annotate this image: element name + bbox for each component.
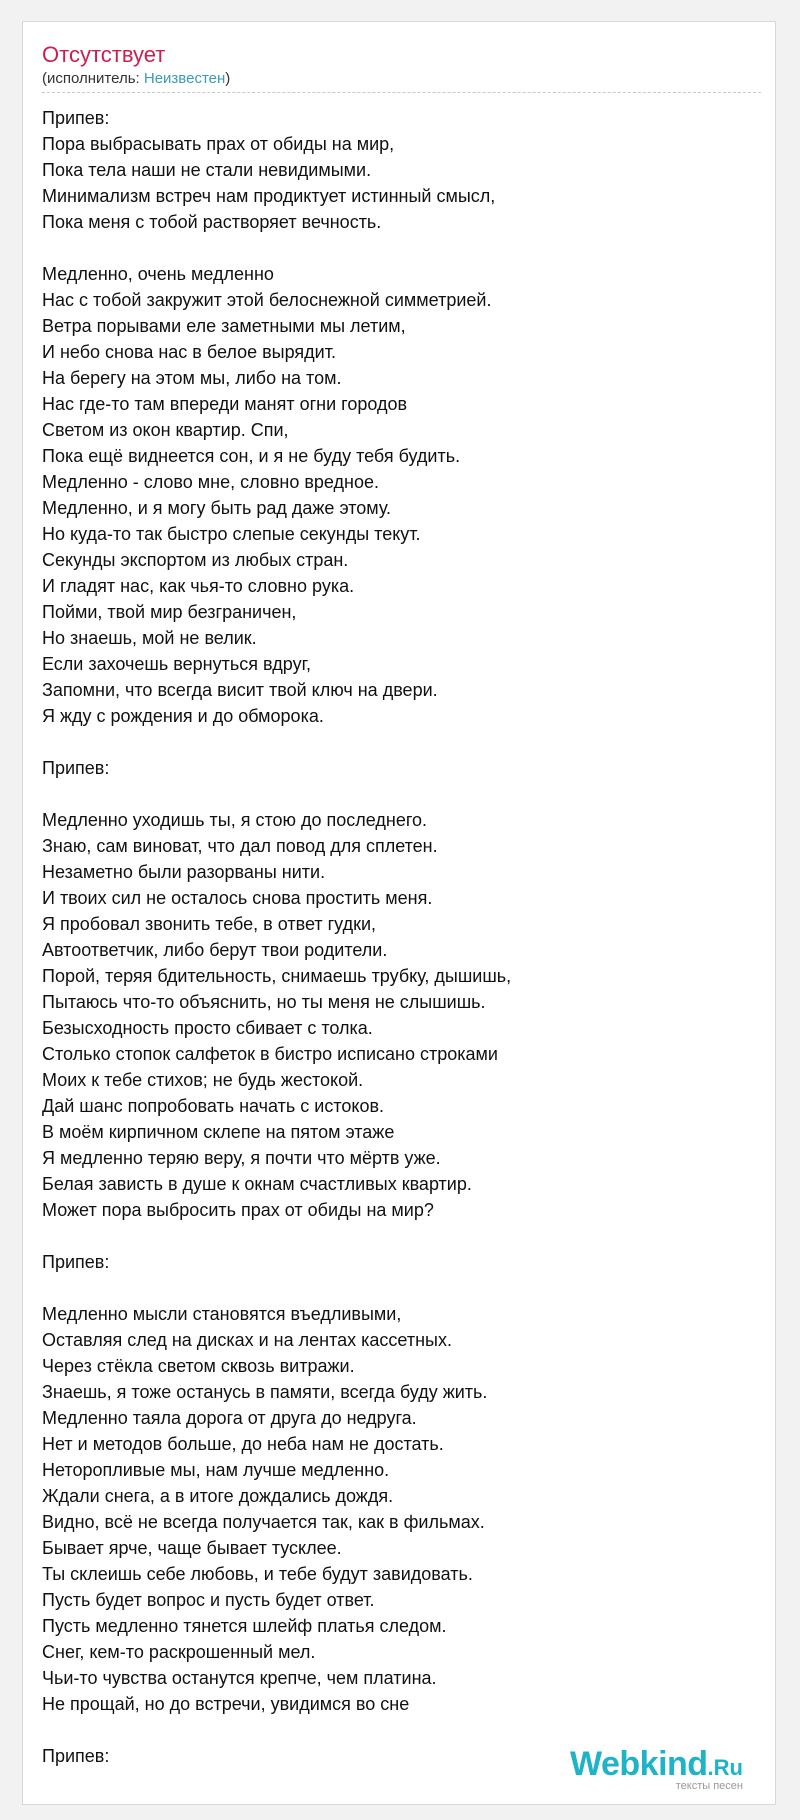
lyric-line: Пора выбрасывать прах от обиды на мир, — [42, 134, 395, 154]
lyric-line: Медленно, очень медленно — [42, 264, 274, 284]
logo-tagline: тексты песен — [675, 1780, 743, 1792]
lyric-line: Белая зависть в душе к окнам счастливых квартир. — [42, 1174, 472, 1194]
song-title: Отсутствует — [42, 42, 166, 67]
lyric-line: Ты склеишь себе любовь, и тебе будут завидовать. — [42, 1564, 473, 1584]
lyric-line: Я жду с рождения и до обморока. — [42, 706, 324, 726]
lyrics-stanza — [42, 261, 756, 729]
lyrics-stanza — [42, 1301, 756, 1717]
lyric-line: Припев: — [42, 758, 110, 778]
lyric-line: Столько стопок салфеток в бистро исписано строками — [42, 1044, 498, 1064]
lyric-line: Но куда-то так быстро слепые секунды текут. — [42, 524, 421, 544]
lyric-line: В моём кирпичном склепе на пятом этаже — [42, 1122, 395, 1142]
site-logo[interactable] — [570, 1745, 743, 1792]
lyric-line: Нет и методов больше, до неба нам не достать. — [42, 1434, 444, 1454]
lyrics-stanza — [42, 807, 756, 1223]
lyrics-stanza — [42, 755, 756, 781]
lyric-line: Медленно таяла дорога от друга до недруга. — [42, 1408, 417, 1428]
lyric-line: Пусть медленно тянется шлейф платья следом. — [42, 1616, 447, 1636]
lyric-line: Я медленно теряю веру, я почти что мёртв уже. — [42, 1148, 441, 1168]
header-divider — [42, 92, 761, 93]
lyric-line: Пока тела наши не стали невидимыми. — [42, 160, 372, 180]
lyric-line: Но знаешь, мой не велик. — [42, 628, 257, 648]
lyric-line: Пусть будет вопрос и пусть будет ответ. — [42, 1590, 375, 1610]
lyrics-body — [42, 105, 756, 1795]
lyric-line: Моих к тебе стихов; не будь жестокой. — [42, 1070, 364, 1090]
lyric-line: Ждали снега, а в итоге дождались дождя. — [42, 1486, 394, 1506]
lyric-line: Видно, всё не всегда получается так, как в фильмах. — [42, 1512, 485, 1532]
lyric-line: Неторопливые мы, нам лучше медленно. — [42, 1460, 390, 1480]
lyric-line: На берегу на этом мы, либо на том. — [42, 368, 342, 388]
lyric-line: И гладят нас, как чья-то словно рука. — [42, 576, 355, 596]
lyric-line: Бывает ярче, чаще бывает тусклее. — [42, 1538, 342, 1558]
lyric-line: Не прощай, но до встречи, увидимся во сне — [42, 1694, 410, 1714]
lyrics-stanza — [42, 1249, 756, 1275]
lyric-line: И твоих сил не осталось снова простить меня. — [42, 888, 433, 908]
lyric-line: Минимализм встреч нам продиктует истинный смысл, — [42, 186, 496, 206]
logo-tld: .Ru — [707, 1755, 743, 1780]
lyrics-stanza — [42, 105, 756, 235]
lyrics-card — [22, 21, 776, 1805]
lyric-line: Светом из окон квартир. Спи, — [42, 420, 289, 440]
lyric-line: Пока ещё виднеется сон, и я не буду тебя будить. — [42, 446, 461, 466]
lyric-line: Знаешь, я тоже останусь в памяти, всегда буду жить. — [42, 1382, 488, 1402]
lyric-line: Секунды экспортом из любых стран. — [42, 550, 349, 570]
lyric-line: Медленно - слово мне, словно вредное. — [42, 472, 380, 492]
lyric-line: Припев: — [42, 1252, 110, 1272]
logo-name: Webkind — [570, 1745, 708, 1783]
artist-link[interactable]: Неизвестен — [143, 70, 226, 87]
lyric-line: Нас где-то там впереди манят огни городов — [42, 394, 408, 414]
lyric-line: Порой, теряя бдительность, снимаешь трубку, дышишь, — [42, 966, 512, 986]
lyric-line: Медленно мысли становятся въедливыми, — [42, 1304, 402, 1324]
song-header — [42, 42, 756, 88]
artist-suffix: ) — [225, 70, 231, 87]
lyric-line: Чьи-то чувства останутся крепче, чем платина. — [42, 1668, 437, 1688]
lyric-line: Через стёкла светом сквозь витражи. — [42, 1356, 355, 1376]
lyric-line: Если захочешь вернуться вдруг, — [42, 654, 311, 674]
lyric-line: И небо снова нас в белое вырядит. — [42, 342, 336, 362]
lyric-line: Оставляя след на дисках и на лентах кассетных. — [42, 1330, 452, 1350]
lyric-line: Медленно уходишь ты, я стою до последнего. — [42, 810, 428, 830]
lyric-line: Пойми, твой мир безграничен, — [42, 602, 297, 622]
lyric-line: Снег, кем-то раскрошенный мел. — [42, 1642, 316, 1662]
lyric-line: Пока меня с тобой растворяет вечность. — [42, 212, 382, 232]
lyric-line: Ветра порывами еле заметными мы летим, — [42, 316, 406, 336]
lyric-line: Безысходность просто сбивает с толка. — [42, 1018, 373, 1038]
artist-prefix: (исполнитель: — [42, 70, 144, 87]
lyric-line: Незаметно были разорваны нити. — [42, 862, 326, 882]
lyric-line: Припев: — [42, 1746, 110, 1766]
lyric-line: Нас с тобой закружит этой белоснежной симметрией. — [42, 290, 492, 310]
lyric-line: Припев: — [42, 108, 110, 128]
lyric-line: Я пробовал звонить тебе, в ответ гудки, — [42, 914, 377, 934]
lyric-line: Медленно, и я могу быть рад даже этому. — [42, 498, 392, 518]
lyric-line: Пытаюсь что-то объяснить, но ты меня не слышишь. — [42, 992, 486, 1012]
lyric-line: Автоответчик, либо берут твои родители. — [42, 940, 388, 960]
lyric-line: Может пора выбросить прах от обиды на мир? — [42, 1200, 434, 1220]
lyric-line: Знаю, сам виноват, что дал повод для сплетен. — [42, 836, 438, 856]
lyric-line: Дай шанс попробовать начать с истоков. — [42, 1096, 385, 1116]
lyric-line: Запомни, что всегда висит твой ключ на двери. — [42, 680, 438, 700]
artist-line — [42, 70, 756, 88]
